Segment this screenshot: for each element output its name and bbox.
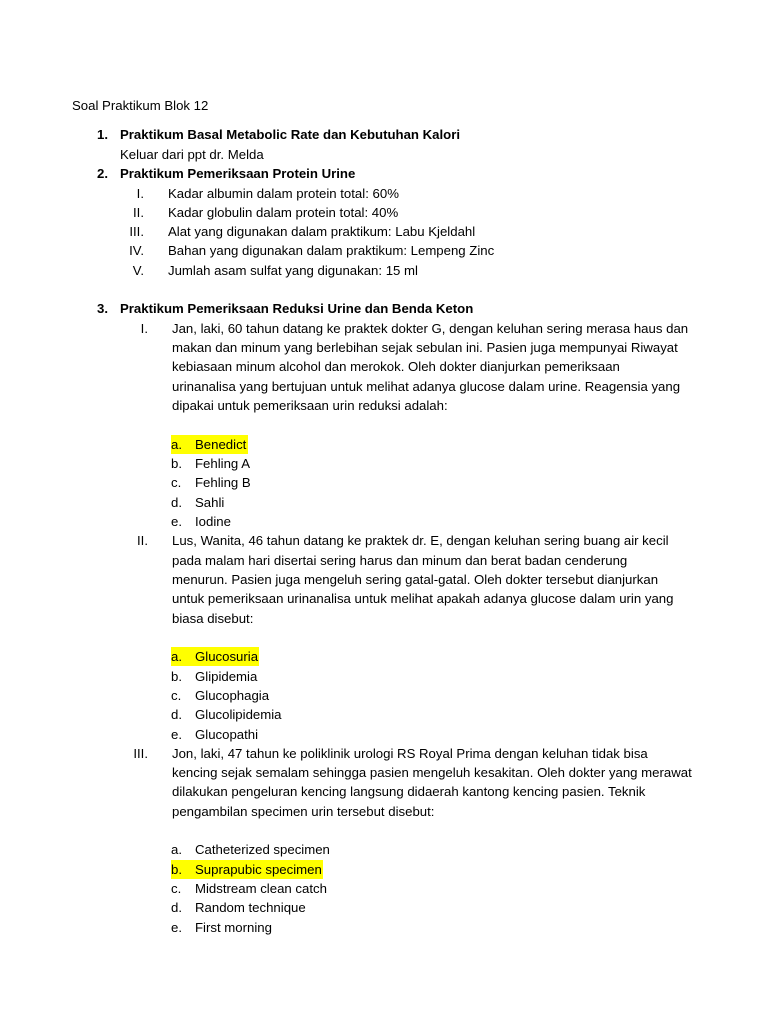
question-text-line: pengambilan specimen urin tersebut disebut:	[172, 804, 435, 819]
section-number: 3.	[97, 301, 108, 316]
section-number: 2.	[97, 166, 108, 181]
list-item: Alat yang digunakan dalam praktikum: Labu Kjeldahl	[168, 224, 476, 239]
option-letter: d.	[171, 707, 182, 722]
question-numeral: I.	[140, 321, 148, 336]
option-text: Suprapubic specimen	[195, 862, 322, 877]
question-text-line: untuk pemeriksaan urinanalisa untuk melihat apakah adanya glucose dalam urin yang	[172, 591, 674, 606]
question-text-line: dipakai untuk pemeriksaan urin reduksi adalah:	[172, 398, 448, 413]
section-title: Praktikum Basal Metabolic Rate dan Kebutuhan Kalori	[120, 127, 461, 142]
option-text: Glipidemia	[195, 669, 258, 684]
answer-option-highlighted	[171, 435, 248, 454]
option-text: Midstream clean catch	[195, 881, 327, 896]
option-text: Fehling A	[195, 456, 250, 471]
option-letter: e.	[171, 514, 182, 529]
option-letter: d.	[171, 495, 182, 510]
option-letter: d.	[171, 900, 182, 915]
question-text-line: dilakukan pengeluran kencing langsung didaerah kantong kencing pasien. Teknik	[172, 784, 646, 799]
option-text: Random technique	[195, 900, 306, 915]
answer-option-highlighted	[171, 647, 259, 666]
list-item: Kadar globulin dalam protein total: 40%	[168, 205, 399, 220]
option-text: Glucosuria	[195, 649, 259, 664]
question-text-line: pada malam hari disertai sering harus dan minum dan berat badan cenderung	[172, 553, 628, 568]
question-text-line: menurun. Pasien juga mengeluh sering gatal-gatal. Oleh dokter tersebut dianjurkan	[172, 572, 659, 587]
question-numeral: III.	[133, 746, 148, 761]
option-letter: c.	[171, 881, 182, 896]
option-text: Glucopathi	[195, 727, 259, 742]
item-numeral: V.	[132, 263, 144, 278]
document-title: Soal Praktikum Blok 12	[72, 98, 209, 113]
list-item: Bahan yang digunakan dalam praktikum: Lempeng Zinc	[168, 243, 495, 258]
question-text-line: urinanalisa yang bertujuan untuk melihat adanya glucose dalam urine. Reagensia yang	[172, 379, 681, 394]
question-text-line: kebiasaan minum alcohol dan merokok. Oleh dokter dianjurkan pemeriksaan	[172, 359, 620, 374]
option-letter: b.	[171, 669, 182, 684]
question-text-line: Lus, Wanita, 46 tahun datang ke praktek dr. E, dengan keluhan sering buang air kecil	[172, 533, 669, 548]
option-letter: c.	[171, 688, 182, 703]
list-item: Kadar albumin dalam protein total: 60%	[168, 186, 399, 201]
option-letter: e.	[171, 727, 182, 742]
option-text: First morning	[195, 920, 272, 935]
option-text: Fehling B	[195, 475, 251, 490]
question-text-line: makan dan minum yang berlebihan sejak sebulan ini. Pasien juga mempunyai Riwayat	[172, 340, 678, 355]
section-title: Praktikum Pemeriksaan Protein Urine	[120, 166, 356, 181]
option-text: Sahli	[195, 495, 225, 510]
option-text: Glucophagia	[195, 688, 270, 703]
option-letter: e.	[171, 920, 182, 935]
option-letter: a.	[171, 842, 182, 857]
list-item: Jumlah asam sulfat yang digunakan: 15 ml	[168, 263, 418, 278]
option-text: Iodine	[195, 514, 231, 529]
item-numeral: IV.	[129, 243, 144, 258]
item-numeral: III.	[129, 224, 144, 239]
option-letter: c.	[171, 475, 182, 490]
question-numeral: II.	[137, 533, 148, 548]
question-text-line: Jan, laki, 60 tahun datang ke praktek dokter G, dengan keluhan sering merasa haus dan	[172, 321, 689, 336]
section-note: Keluar dari ppt dr. Melda	[120, 147, 264, 162]
section-number: 1.	[97, 127, 108, 142]
option-letter: b.	[171, 456, 182, 471]
question-text-line: kencing sejak semalam sehingga pasien mengeluh kesakitan. Oleh dokter yang merawat	[172, 765, 692, 780]
question-text-line: biasa disebut:	[172, 611, 254, 626]
option-text: Benedict	[195, 437, 247, 452]
item-numeral: II.	[133, 205, 144, 220]
option-letter: a.	[171, 437, 182, 452]
question-text-line: Jon, laki, 47 tahun ke poliklinik urologi RS Royal Prima dengan keluhan tidak bisa	[172, 746, 648, 761]
item-numeral: I.	[136, 186, 144, 201]
option-text: Catheterized specimen	[195, 842, 330, 857]
option-text: Glucolipidemia	[195, 707, 282, 722]
option-letter: a.	[171, 649, 182, 664]
answer-option-highlighted	[171, 860, 323, 879]
option-letter: b.	[171, 862, 182, 877]
section-title: Praktikum Pemeriksaan Reduksi Urine dan Benda Keton	[120, 301, 474, 316]
